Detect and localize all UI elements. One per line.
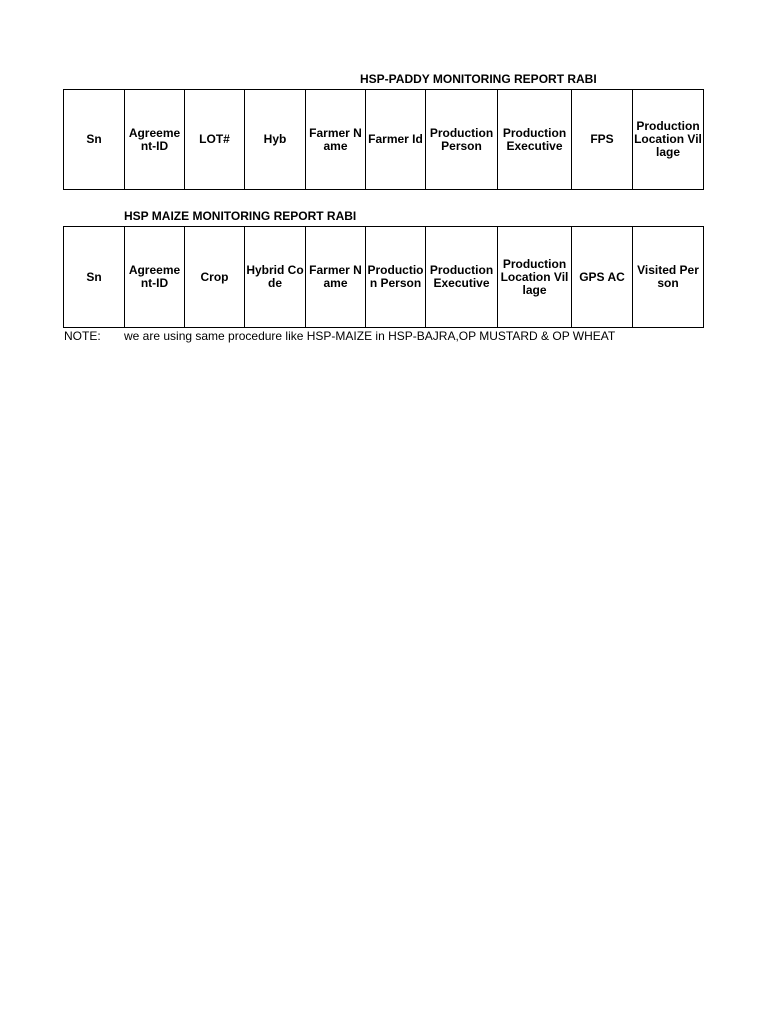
paddy-report-title: HSP-PADDY MONITORING REPORT RABI	[360, 72, 597, 86]
column-header: Farmer Id	[366, 90, 426, 190]
column-header: Production Location Village	[633, 90, 704, 190]
column-header: LOT#	[185, 90, 245, 190]
table-header-row	[64, 90, 704, 190]
column-header: Sn	[64, 90, 125, 190]
note-label: NOTE:	[64, 329, 101, 343]
column-header: Production Location Village	[498, 227, 572, 328]
column-header: Agreement-ID	[125, 90, 185, 190]
column-header: Crop	[185, 227, 245, 328]
column-header: Hyb	[245, 90, 306, 190]
column-header: Production Executive	[498, 90, 572, 190]
maize-report-table	[63, 226, 704, 328]
note-text: we are using same procedure like HSP-MAIZE in HSP-BAJRA,OP MUSTARD & OP WHEAT	[124, 329, 616, 343]
column-header: Agreement-ID	[125, 227, 185, 328]
column-header: Production Executive	[426, 227, 498, 328]
column-header: Sn	[64, 227, 125, 328]
column-header: GPS AC	[572, 227, 633, 328]
maize-report-title: HSP MAIZE MONITORING REPORT RABI	[124, 209, 357, 223]
paddy-report-table	[63, 89, 704, 190]
column-header: FPS	[572, 90, 633, 190]
column-header: Production Person	[366, 227, 426, 328]
column-header: Hybrid Code	[245, 227, 306, 328]
column-header: Farmer Name	[306, 227, 366, 328]
column-header: Farmer Name	[306, 90, 366, 190]
column-header: Visited Person	[633, 227, 704, 328]
column-header: Production Person	[426, 90, 498, 190]
table-header-row	[64, 227, 704, 328]
